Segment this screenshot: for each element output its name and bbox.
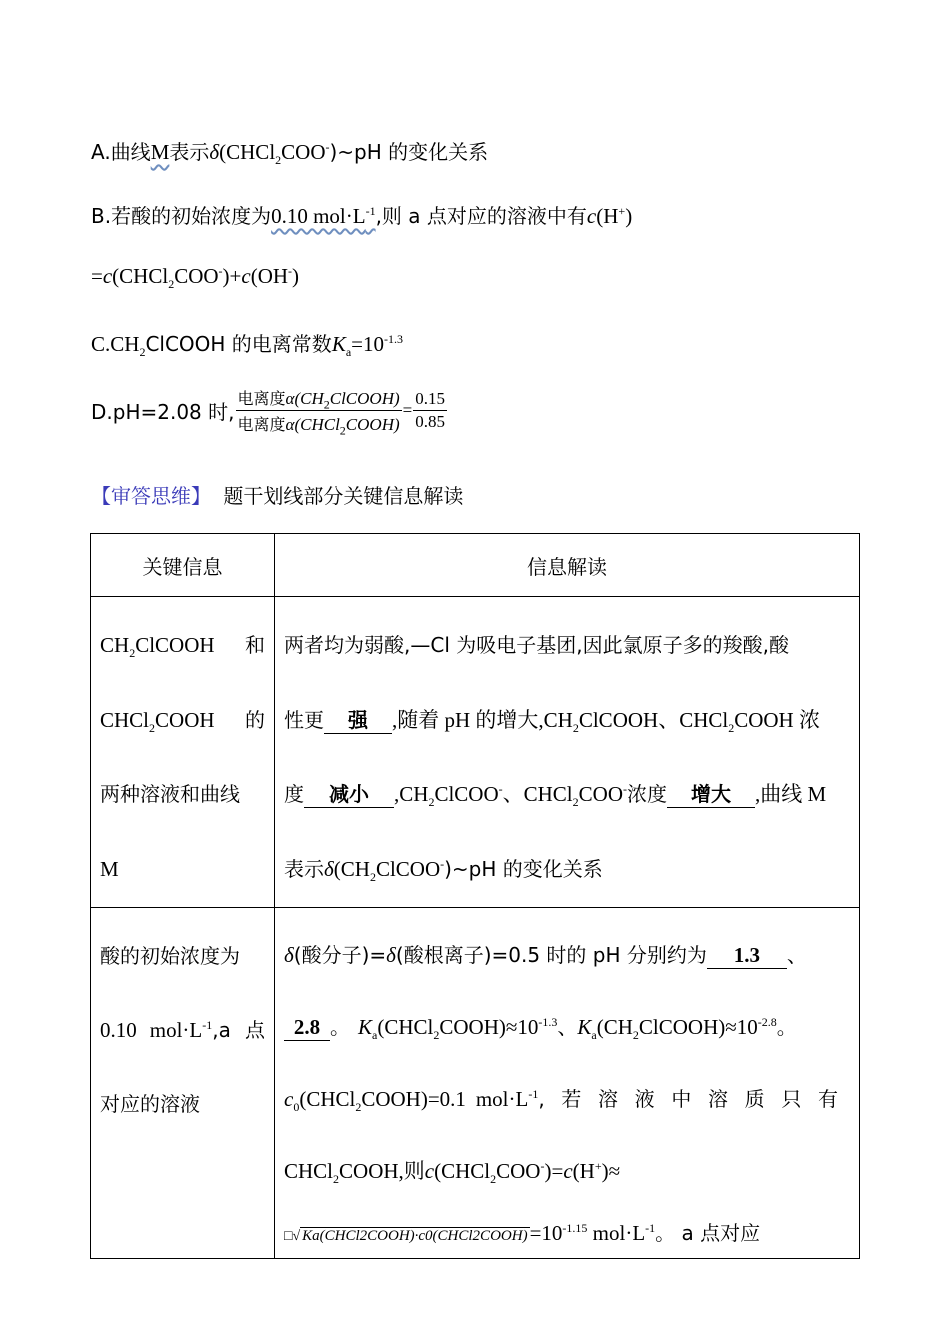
option-a: A.曲线M表示δ(CHCl$_2$COO-)~pH 的变化关系 [91, 140, 489, 168]
section-tag: 【审答思维】 [91, 484, 211, 508]
underlined-term: 0.10 $mol\cdot L^{-1}$ [271, 204, 376, 228]
table-row [91, 597, 860, 908]
answer-blank: 2.8 [284, 1014, 330, 1041]
option-d: D.pH=2.08 时, $\frac{电离度\alpha(CH_2ClCOOH)}{电离度\alpha(CHCl_2COOH)}$ = $\frac{0.15}{0.85}$ [91, 386, 448, 435]
section-title: 题干划线部分关键信息解读 [223, 484, 464, 508]
key-cell: 酸的初始浓度为 0.10 $mol\cdot L^{-1},a$ 点 对应的溶液 [91, 908, 275, 1259]
answer-blank: 减小 [304, 781, 394, 808]
radical-expression: Ka(CHCl2COOH)·c0(CHCl2COOH) [302, 1228, 528, 1244]
header-key-info: 关键信息 [91, 534, 275, 597]
alpha-ratio-fraction: $\frac{电离度\alpha(CH_2ClCOOH)}{电离度\alpha(CHCl_2COOH)}$ [236, 386, 402, 435]
option-b-continued: =c(CHCl$_2$COO-)+c(OH-) [91, 264, 300, 292]
underlined-term: M [150, 140, 170, 164]
option-b: B.若酸的初始浓度为0.10 $mol\cdot L^{-1}$,则 a 点对应的溶液中有c(H+) [91, 204, 633, 228]
answer-blank: 强 [324, 707, 392, 734]
header-interpretation: 信息解读 [275, 534, 860, 597]
section-header [91, 480, 463, 509]
interpretation-cell: δ(酸分子)=δ(酸根离子)=0.5 时的 pH 分别约为 1.3 、 2.8 。 $K_a(CHCl_2COOH)\approx 10^{-1.3}$、$K_a(CH_2ClCOOH)\approx 10^{-2.8}$。 $c_0(CHCl_2COOH)=0.1$ $mol\cdot L^{-1}$,若溶液中溶质只有 CHCl$_2$COOH,则c(CHCl$_2$COO-)=c(H+)≈ □√ $Ka(CHCl2COOH)\cdot c0(CHCl2COOH)=10^{-1.15}$ $mol\cdot L^{-1}$。 a 点对应 [275, 908, 860, 1259]
key-cell: $CH_2ClCOOH$ 和 CHCl$_2$COOH 的 两种溶液和曲线 M [91, 597, 275, 908]
value-fraction: $\frac{0.15}{0.85}$ [415, 389, 445, 431]
interpretation-cell: 两者均为弱酸,—Cl 为吸电子基团,因此氯原子多的羧酸,酸 性更 强 ,随着 pH 的增大$,CH_2ClCOOH$、CHCl$_2$COOH 浓 度 减小 $,CH_2ClCOO^-$、CHCl$_2$COO-浓度 增大 ,曲线 M 表示$\delta(CH_2ClCOO^-)\sim pH$ 的变化关系 [275, 597, 860, 908]
answer-blank: 增大 [667, 781, 755, 808]
root-sign-icon: □√ [284, 1229, 301, 1244]
answer-blank: 1.3 [707, 942, 787, 969]
table-row [91, 908, 860, 1259]
key-info-table [90, 533, 860, 1259]
table-header-row [91, 534, 860, 597]
option-c: $C.CH_2ClCOOH$ 的电离常数$K_a=10^{-1.3}$ [91, 332, 403, 360]
